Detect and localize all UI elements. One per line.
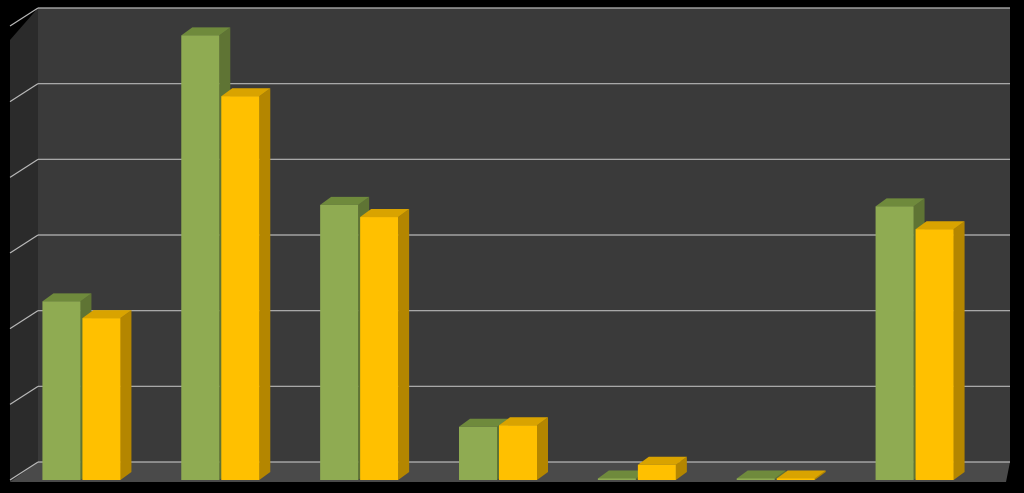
bar-s2-c5 <box>638 465 676 480</box>
bar-s1-c7 <box>876 206 914 480</box>
bar-s1-c1 <box>42 301 80 480</box>
bar-s2-c1 <box>82 318 120 480</box>
bar-s2-c2 <box>221 96 259 480</box>
bar-s1-c4 <box>459 427 497 480</box>
bar-side-s2-c3 <box>398 209 409 480</box>
bar-s1-c5 <box>598 478 636 480</box>
bar-s1-c6 <box>737 478 775 480</box>
bar-side-s2-c1 <box>120 310 131 480</box>
bar-s1-c2 <box>181 35 219 480</box>
side-wall <box>10 8 38 482</box>
bar-side-s2-c7 <box>954 221 965 480</box>
bar-side-s2-c2 <box>259 88 270 480</box>
bar-s2-c4 <box>499 425 537 480</box>
bar-s2-c7 <box>916 229 954 480</box>
bar-s1-c3 <box>320 205 358 480</box>
bar-s2-c6 <box>777 478 815 480</box>
bar-s2-c3 <box>360 217 398 480</box>
bar-side-s2-c4 <box>537 417 548 480</box>
